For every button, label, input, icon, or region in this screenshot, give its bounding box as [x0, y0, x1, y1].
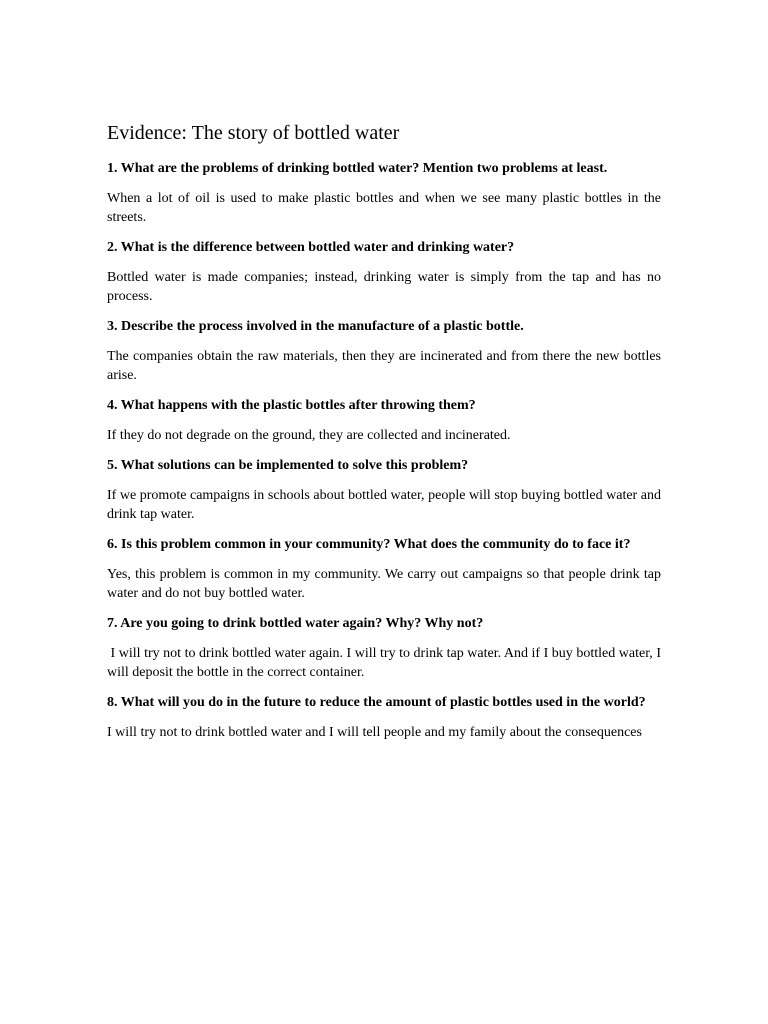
answer-8: I will try not to drink bottled water and I will tell people and my family about the consequences [107, 725, 642, 740]
question-2: 2. What is the difference between bottled water and drinking water? [107, 240, 515, 255]
question-1: 1. What are the problems of drinking bottled water? Mention two problems at least. [107, 161, 608, 176]
answer-5: If we promote campaigns in schools about bottled water, people will stop buying bottled water and drink tap water. [107, 488, 661, 522]
answer-4: If they do not degrade on the ground, they are collected and incinerated. [107, 428, 511, 443]
question-4: 4. What happens with the plastic bottles after throwing them? [107, 398, 476, 413]
answer-1: When a lot of oil is used to make plastic bottles and when we see many plastic bottles in the streets. [107, 191, 661, 225]
answer-3: The companies obtain the raw materials, then they are incinerated and from there the new bottles arise. [107, 349, 661, 383]
answer-7: I will try not to drink bottled water again. I will try to drink tap water. And if I buy bottled water, I will deposit the bottle in the correct container. [107, 646, 665, 680]
question-5: 5. What solutions can be implemented to solve this problem? [107, 458, 469, 473]
document-title: Evidence: The story of bottled water [107, 122, 400, 144]
question-3: 3. Describe the process involved in the manufacture of a plastic bottle. [107, 319, 524, 334]
question-6: 6. Is this problem common in your community? What does the community do to face it? [107, 537, 631, 552]
question-8: 8. What will you do in the future to reduce the amount of plastic bottles used in the world? [107, 695, 646, 710]
question-7: 7. Are you going to drink bottled water again? Why? Why not? [107, 616, 484, 631]
answer-2: Bottled water is made companies; instead, drinking water is simply from the tap and has no process. [107, 270, 661, 304]
answer-6: Yes, this problem is common in my community. We carry out campaigns so that people drink tap water and do not buy bottled water. [107, 567, 661, 601]
document-page [107, 121, 665, 753]
